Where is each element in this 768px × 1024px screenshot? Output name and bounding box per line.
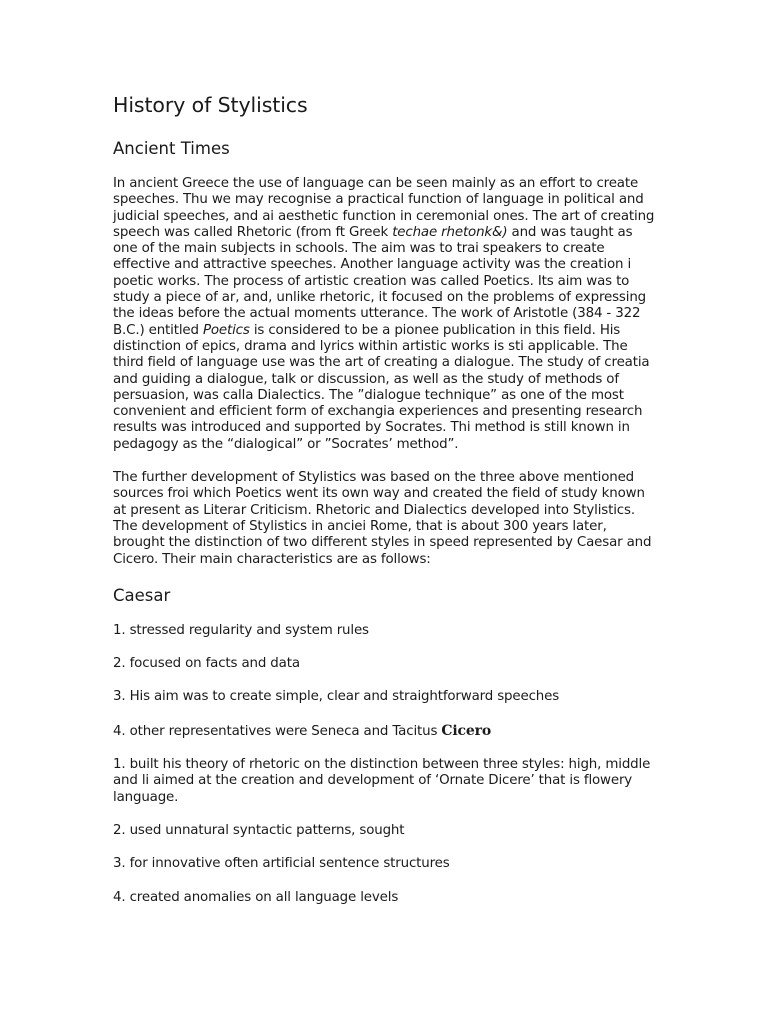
italic-term-techae: techae rhetonk&)	[392, 224, 508, 240]
cicero-item-2: 2. used unnatural syntactic patterns, sought	[113, 822, 405, 838]
section-heading-caesar: Caesar	[113, 585, 171, 605]
paragraph-further-development: The further development of Stylistics was based on the three above mentioned sources froi which Poetics went its own way and created the field of study known at present as Literar Criticism. Rhetoric and Dialectics developed into Stylistics. The development of Stylistics in anciei Rome, that is about 300 years later, brought the distinction of two different styles in speed represented by Caesar and Cicero. Their main characteristics are as follows:	[113, 470, 652, 567]
cicero-item-4: 4. created anomalies on all language levels	[113, 889, 399, 905]
caesar-item-2: 2. focused on facts and data	[113, 656, 300, 672]
document-title: History of Stylistics	[113, 93, 308, 117]
cicero-item-1: 1. built his theory of rhetoric on the distinction between three styles: high, middle and li aimed at the creation and development of ‘Ornate Dicere’ that is flowery language.	[113, 757, 651, 805]
paragraph-text: and was taught as one of the main subjects in schools. The aim was to trai speakers to create effective and attractive speeches. Another language activity was the creation i poetic works. The process of artistic creation was called Poetics. Its aim was to study a piece of ar, and, unlike rhetoric, it focused on the problems of expressing the ideas before the actual moments utterance. The work of Aristotle (384 - 322 B.C.) entitled	[113, 224, 647, 338]
paragraph-ancient-greece	[113, 176, 658, 453]
caesar-item-4-text: 4. other representatives were Seneca and Tacitus	[113, 723, 442, 739]
paragraph-text: In ancient Greece the use of language can be seen mainly as an effort to create speeches. Thu we may recognise a practical function of language in political and judicial speeches, and ai aesthetic function in ceremonial ones. The art of creating speech was called Rhetoric (from ft Greek	[113, 176, 655, 240]
section-heading-ancient-times: Ancient Times	[113, 139, 230, 158]
inline-heading-cicero: Cicero	[441, 722, 492, 739]
caesar-item-1: 1. stressed regularity and system rules	[113, 622, 369, 638]
caesar-item-3: 3. His aim was to create simple, clear and straightforward speeches	[113, 689, 560, 705]
italic-term-poetics: Poetics	[202, 322, 250, 338]
document-page	[113, 92, 658, 923]
cicero-item-3: 3. for innovative often artificial sentence structures	[113, 856, 450, 872]
paragraph-text: is considered to be a pionee publication in this field. His distinction of epics, drama and lyrics within artistic works is sti applicable. The third field of language use was the art of creating a dialogue. The study of creatia and guiding a dialogue, talk or discussion, as well as the study of methods of persuasion, was calla Dialectics. The ”dialogue technique” as one of the most convenient and efficient form of exchangia experiences and presenting research results was introduced and supported by Socrates. Thi method is still known in pedagogy as the “dialogical” or ”Socrates’ method”.	[113, 322, 650, 452]
caesar-item-4	[113, 723, 658, 740]
